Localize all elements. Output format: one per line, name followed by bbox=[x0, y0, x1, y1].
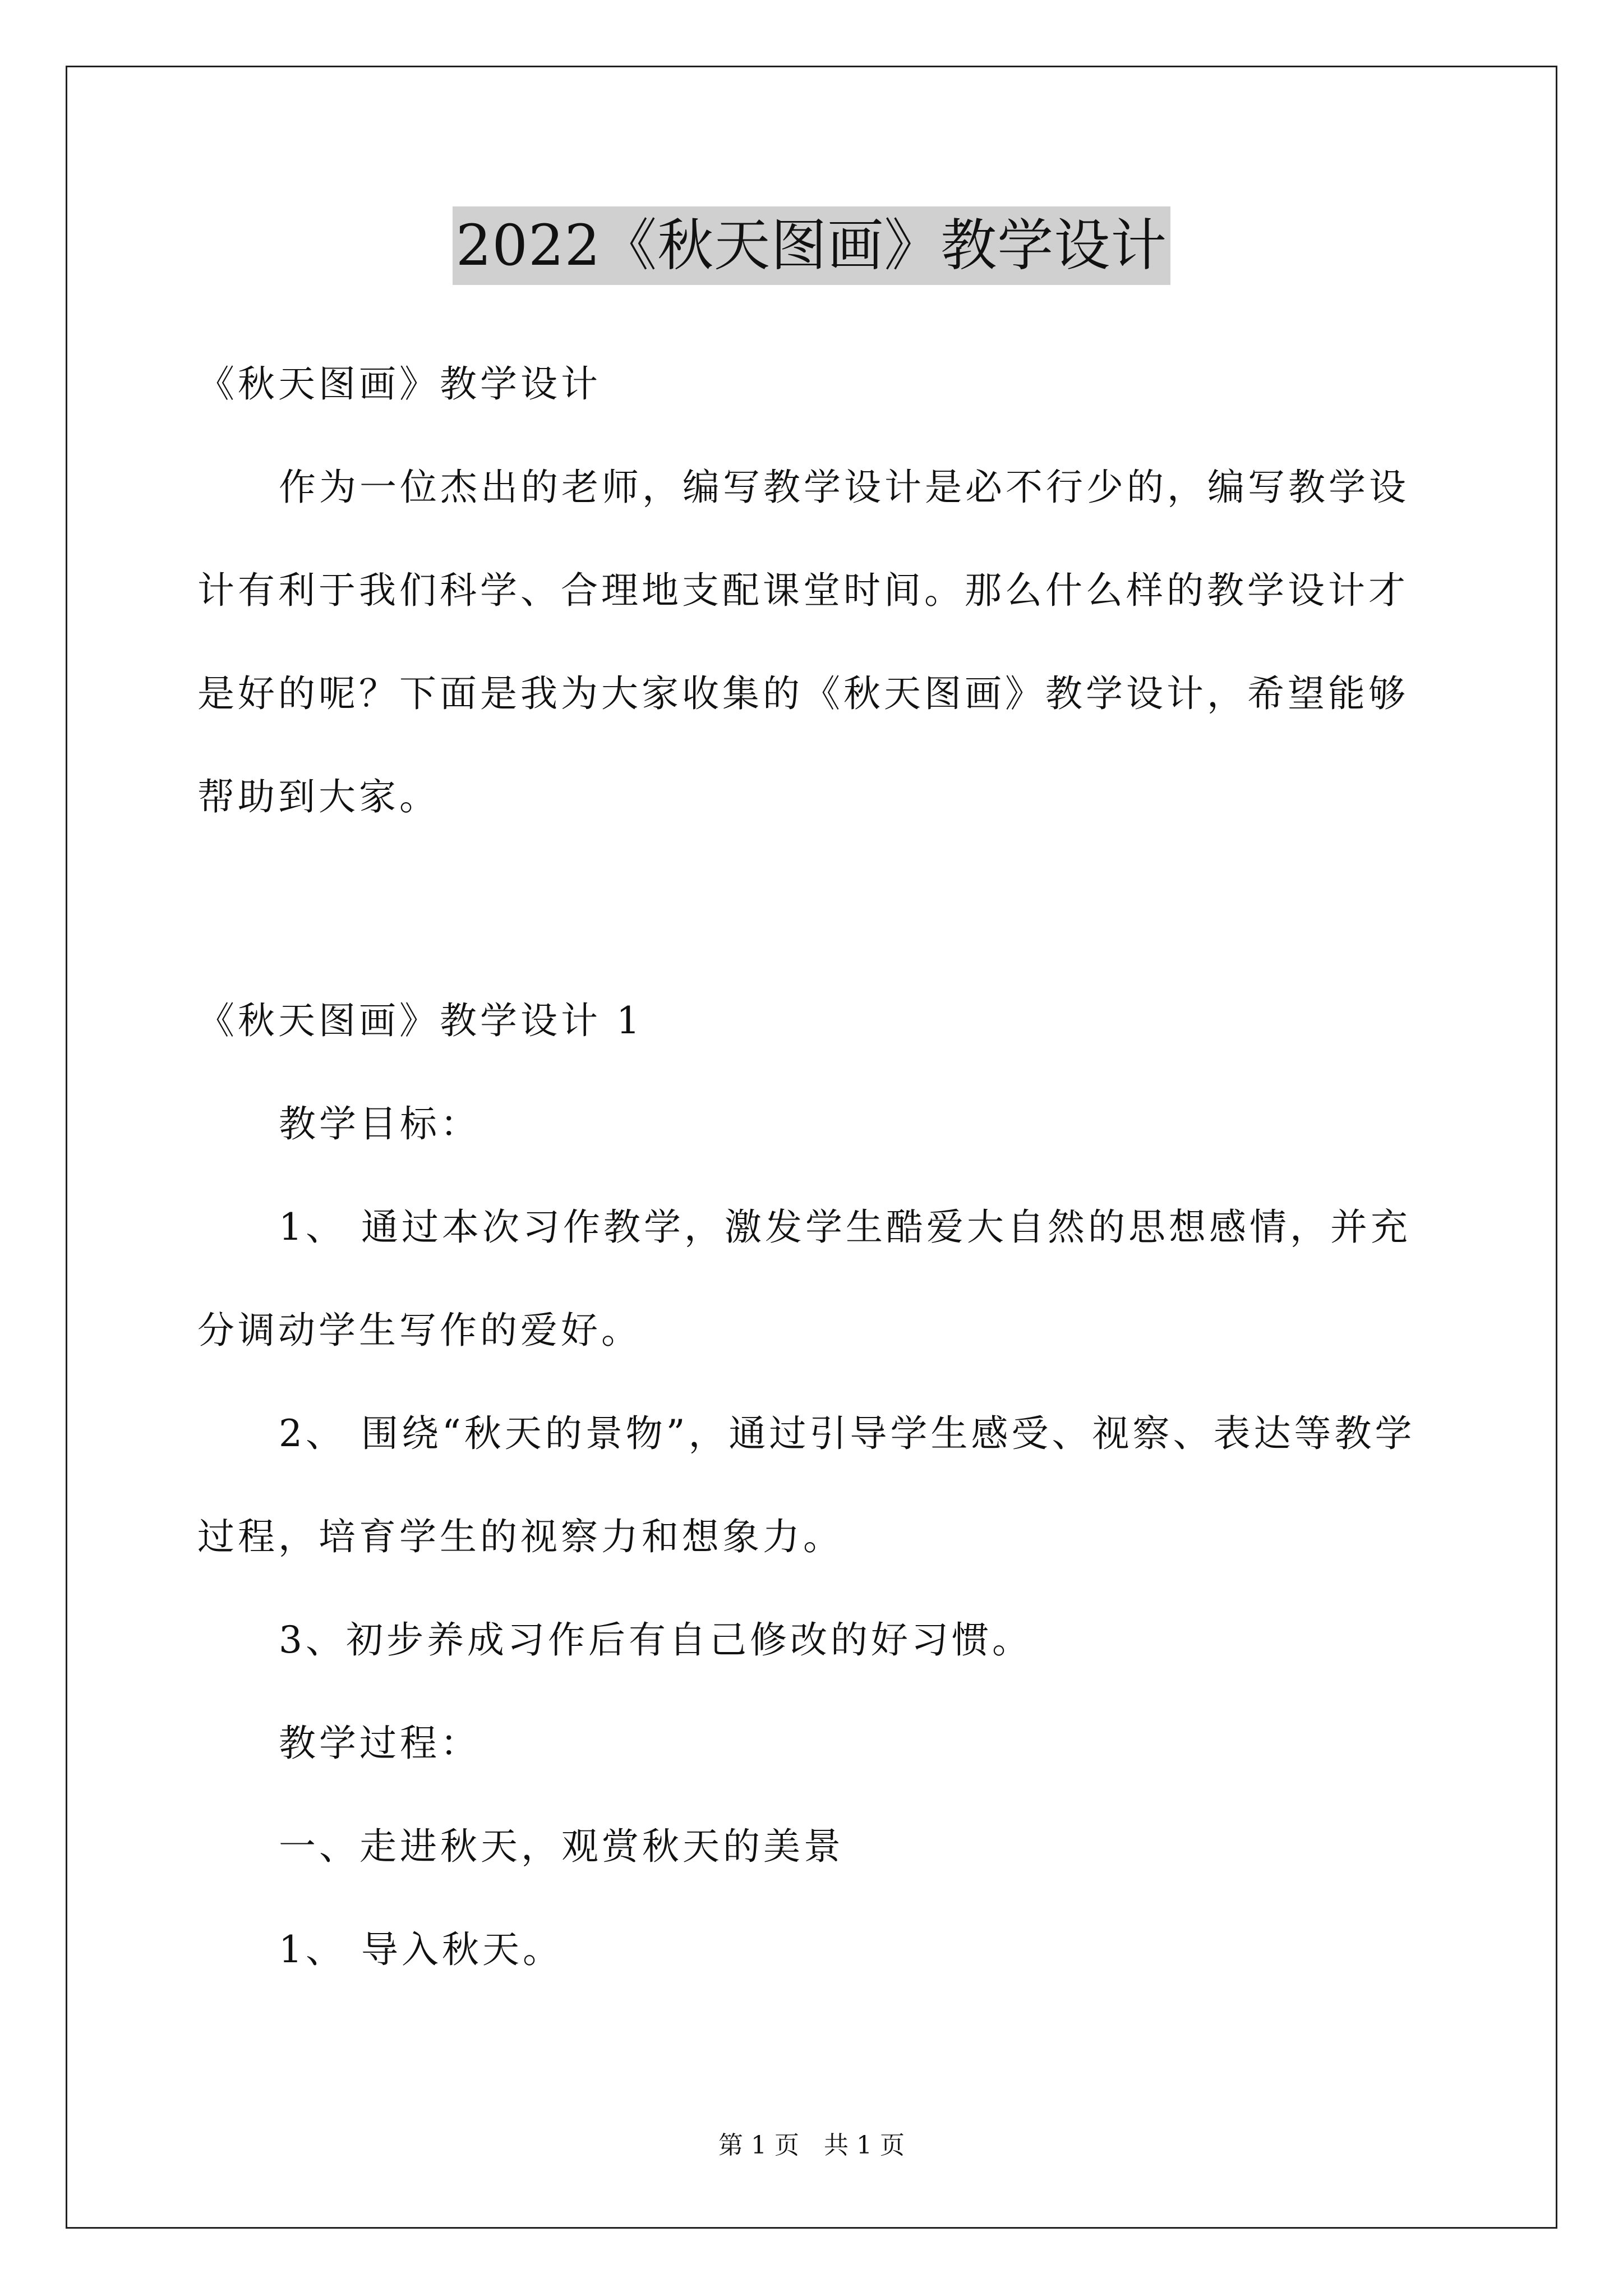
title-container bbox=[0, 206, 1623, 285]
body-line: 2、 围绕“秋天的景物”，通过引导学生感受、视察、表达等教学 bbox=[279, 1412, 1415, 1455]
body-line: 3、初步养成习作后有自己修改的好习惯。 bbox=[279, 1618, 1032, 1662]
intro-paragraph-line: 是好的呢？下面是我为大家收集的《秋天图画》教学设计，希望能够 bbox=[197, 672, 1409, 715]
body-line: 1、 导入秋天。 bbox=[279, 1928, 563, 1971]
section-title: 《秋天图画》教学设计 1 bbox=[197, 999, 643, 1042]
intro-paragraph-line: 帮助到大家。 bbox=[197, 775, 440, 818]
body-line: 过程，培育学生的视察力和想象力。 bbox=[197, 1515, 843, 1558]
body-line: 教学过程： bbox=[279, 1722, 481, 1765]
document-title: 2022《秋天图画》教学设计 bbox=[453, 206, 1171, 285]
intro-paragraph-line: 作为一位杰出的老师，编写教学设计是必不行少的，编写教学设 bbox=[279, 466, 1409, 509]
body-line: 教学目标： bbox=[279, 1102, 481, 1145]
body-line: 一、走进秋天，观赏秋天的美景 bbox=[279, 1825, 844, 1868]
intro-paragraph-line: 计有利于我们科学、合理地支配课堂时间。那么什么样的教学设计才 bbox=[197, 569, 1409, 612]
body-line: 1、 通过本次习作教学，激发学生酷爱大自然的思想感情，并充 bbox=[279, 1205, 1411, 1249]
document-subtitle: 《秋天图画》教学设计 bbox=[197, 362, 601, 406]
body-line: 分调动学生写作的爱好。 bbox=[197, 1309, 642, 1352]
page-footer: 第 1 页 共 1 页 bbox=[718, 2131, 905, 2160]
